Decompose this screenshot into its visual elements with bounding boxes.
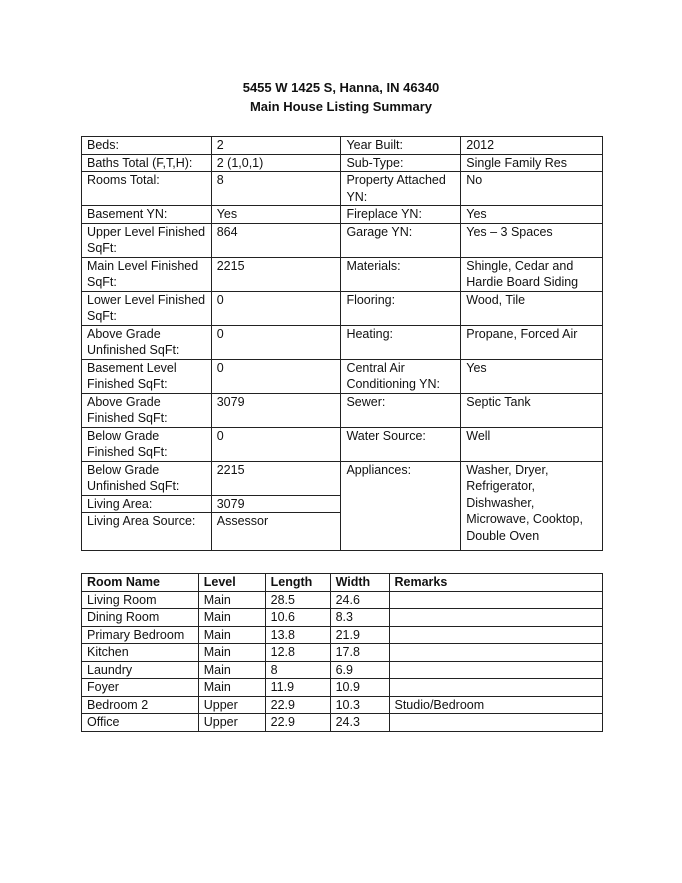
field-value: 0: [211, 359, 341, 393]
room-remarks: Studio/Bedroom: [389, 696, 603, 714]
field-label: Above Grade Unfinished SqFt:: [82, 325, 212, 359]
room-width: 24.6: [330, 591, 389, 609]
field-value: Assessor: [211, 513, 341, 551]
field-label: Heating:: [341, 325, 461, 359]
field-label: Appliances:: [341, 461, 461, 551]
room-name: Office: [82, 714, 199, 732]
room-remarks: [389, 591, 603, 609]
field-label: Water Source:: [341, 427, 461, 461]
field-label: Basement Level Finished SqFt:: [82, 359, 212, 393]
room-name: Foyer: [82, 679, 199, 697]
room-width: 21.9: [330, 626, 389, 644]
room-level: Upper: [198, 696, 265, 714]
field-value: 0: [211, 427, 341, 461]
table-row: [82, 172, 603, 206]
column-header: Room Name: [82, 574, 199, 592]
table-row: [82, 461, 603, 495]
room-level: Main: [198, 644, 265, 662]
field-label: Year Built:: [341, 137, 461, 155]
property-address: 5455 W 1425 S, Hanna, IN 46340: [242, 80, 440, 95]
listing-summary-table: [81, 136, 603, 551]
room-length: 28.5: [265, 591, 330, 609]
room-remarks: [389, 679, 603, 697]
room-length: 12.8: [265, 644, 330, 662]
room-level: Main: [198, 626, 265, 644]
room-name: Laundry: [82, 661, 199, 679]
column-header: Level: [198, 574, 265, 592]
field-value: Shingle, Cedar and Hardie Board Siding: [461, 257, 603, 291]
room-name: Bedroom 2: [82, 696, 199, 714]
room-name: Living Room: [82, 591, 199, 609]
room-remarks: [389, 714, 603, 732]
room-width: 24.3: [330, 714, 389, 732]
column-header: Remarks: [389, 574, 603, 592]
field-label: Above Grade Finished SqFt:: [82, 393, 212, 427]
room-name: Kitchen: [82, 644, 199, 662]
field-label: Central Air Conditioning YN:: [341, 359, 461, 393]
table-row: [82, 206, 603, 224]
field-value: Septic Tank: [461, 393, 603, 427]
field-value: Yes – 3 Spaces: [461, 223, 603, 257]
column-header: Length: [265, 574, 330, 592]
rooms-table: [81, 573, 603, 732]
table-row: [82, 626, 603, 644]
field-label: Main Level Finished SqFt:: [82, 257, 212, 291]
document-title: [0, 78, 682, 116]
room-name: Dining Room: [82, 609, 199, 627]
column-header: Width: [330, 574, 389, 592]
table-row: [82, 696, 603, 714]
field-value: Single Family Res: [461, 154, 603, 172]
field-value: No: [461, 172, 603, 206]
room-length: 22.9: [265, 696, 330, 714]
field-label: Sewer:: [341, 393, 461, 427]
field-label: Below Grade Finished SqFt:: [82, 427, 212, 461]
field-value: Propane, Forced Air: [461, 325, 603, 359]
table-row: [82, 291, 603, 325]
field-label: Materials:: [341, 257, 461, 291]
room-remarks: [389, 609, 603, 627]
table-row: [82, 591, 603, 609]
field-value: 0: [211, 325, 341, 359]
field-value: Yes: [461, 206, 603, 224]
room-width: 17.8: [330, 644, 389, 662]
field-label: Lower Level Finished SqFt:: [82, 291, 212, 325]
table-row: [82, 427, 603, 461]
room-length: 10.6: [265, 609, 330, 627]
table-row: [82, 257, 603, 291]
room-level: Main: [198, 679, 265, 697]
room-level: Upper: [198, 714, 265, 732]
field-value: 864: [211, 223, 341, 257]
listing-subtitle: Main House Listing Summary: [249, 99, 433, 114]
room-width: 10.3: [330, 696, 389, 714]
field-label: Below Grade Unfinished SqFt:: [82, 461, 212, 495]
field-label: Living Area:: [82, 495, 212, 513]
table-row: [82, 393, 603, 427]
table-row: [82, 644, 603, 662]
field-value: 2215: [211, 257, 341, 291]
field-value: Washer, Dryer, Refrigerator, Dishwasher, Microwave, Cooktop, Double Oven: [461, 461, 603, 551]
room-length: 11.9: [265, 679, 330, 697]
field-value: Well: [461, 427, 603, 461]
room-remarks: [389, 661, 603, 679]
field-value: 8: [211, 172, 341, 206]
field-value: 2: [211, 137, 341, 155]
field-value: 3079: [211, 393, 341, 427]
field-value: 3079: [211, 495, 341, 513]
room-remarks: [389, 626, 603, 644]
field-label: Baths Total (F,T,H):: [82, 154, 212, 172]
table-row: [82, 359, 603, 393]
field-label: Upper Level Finished SqFt:: [82, 223, 212, 257]
room-name: Primary Bedroom: [82, 626, 199, 644]
table-row: [82, 223, 603, 257]
field-label: Rooms Total:: [82, 172, 212, 206]
table-row: [82, 679, 603, 697]
field-label: Beds:: [82, 137, 212, 155]
field-value: 0: [211, 291, 341, 325]
field-value: Yes: [211, 206, 341, 224]
table-header-row: [82, 574, 603, 592]
field-label: Property Attached YN:: [341, 172, 461, 206]
table-row: [82, 609, 603, 627]
field-value: Yes: [461, 359, 603, 393]
field-label: Sub-Type:: [341, 154, 461, 172]
room-width: 10.9: [330, 679, 389, 697]
field-value: Wood, Tile: [461, 291, 603, 325]
field-label: Basement YN:: [82, 206, 212, 224]
table-row: [82, 714, 603, 732]
room-remarks: [389, 644, 603, 662]
field-label: Fireplace YN:: [341, 206, 461, 224]
room-width: 6.9: [330, 661, 389, 679]
table-row: [82, 325, 603, 359]
room-length: 8: [265, 661, 330, 679]
room-length: 13.8: [265, 626, 330, 644]
field-label: Garage YN:: [341, 223, 461, 257]
field-value: 2215: [211, 461, 341, 495]
field-label: Living Area Source:: [82, 513, 212, 551]
field-label: Flooring:: [341, 291, 461, 325]
room-level: Main: [198, 591, 265, 609]
table-row: [82, 154, 603, 172]
room-level: Main: [198, 661, 265, 679]
room-length: 22.9: [265, 714, 330, 732]
room-level: Main: [198, 609, 265, 627]
field-value: 2 (1,0,1): [211, 154, 341, 172]
table-row: [82, 661, 603, 679]
table-row: [82, 137, 603, 155]
field-value: 2012: [461, 137, 603, 155]
room-width: 8.3: [330, 609, 389, 627]
